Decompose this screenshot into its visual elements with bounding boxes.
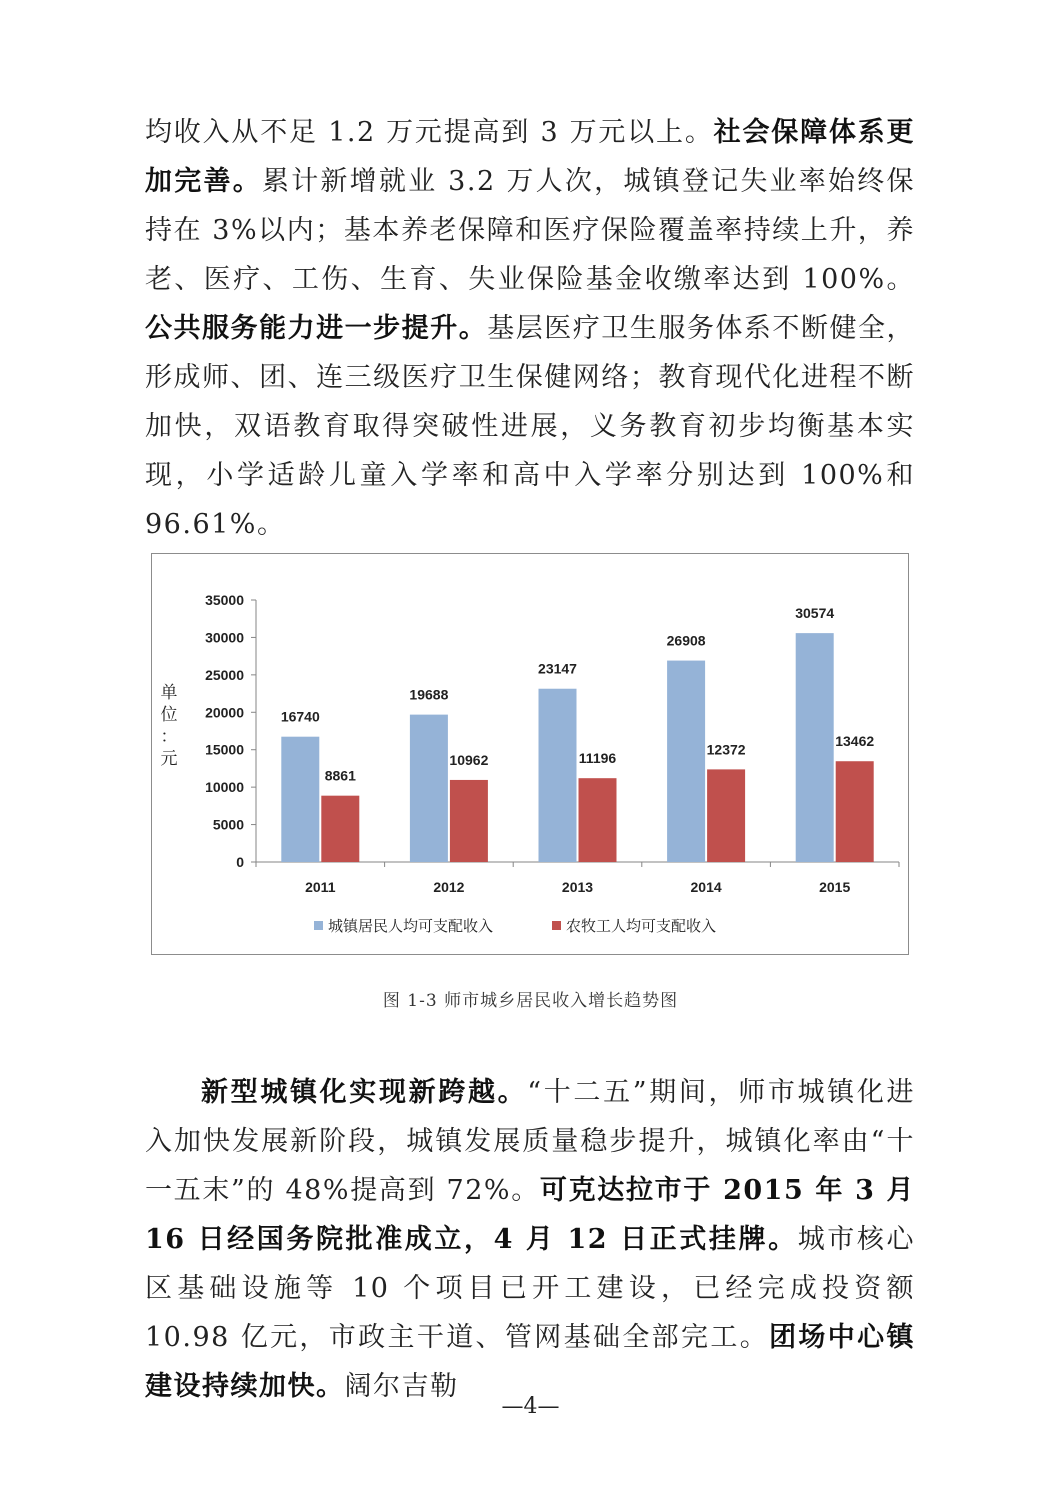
text-segment: 均收入从不足 1.2 万元提高到 3 万元以上。 xyxy=(145,117,714,148)
y-tick-label: 35000 xyxy=(205,592,244,608)
bar-data-label: 26908 xyxy=(666,632,706,649)
legend-swatch xyxy=(552,921,561,930)
bar xyxy=(579,778,617,862)
y-axis-label-char: 元 xyxy=(160,749,178,768)
y-tick-label: 15000 xyxy=(205,741,244,758)
bar-data-label: 30574 xyxy=(795,605,835,622)
x-tick-label: 2014 xyxy=(690,879,722,895)
y-axis-label xyxy=(161,683,178,768)
y-axis-label-char: ： xyxy=(160,727,178,746)
bar xyxy=(410,715,448,862)
y-tick-label: 25000 xyxy=(205,666,244,683)
income-bar-chart xyxy=(152,554,907,953)
y-axis-label-char: 位 xyxy=(160,705,178,724)
bar xyxy=(281,737,319,862)
text-segment: “十二五”期间，师市城镇化进入加快发展新阶段，城镇发展质量稳步提升，城镇化率由“十一五末”的 48%提高到 72%。 xyxy=(145,1077,916,1206)
chart-legend xyxy=(314,917,716,935)
paragraph-social-security xyxy=(145,108,915,549)
legend-label: 农牧工人均可支配收入 xyxy=(566,918,717,935)
bar xyxy=(450,780,488,862)
bold-heading-social-security: 社会保障体系更加完善。 xyxy=(145,117,915,197)
figure-caption: 图 1-3 师市城乡居民收入增长趋势图 xyxy=(382,991,679,1011)
bar-data-label: 11196 xyxy=(578,750,617,767)
bar-data-label: 23147 xyxy=(538,660,577,677)
y-tick-label: 5000 xyxy=(212,816,244,833)
legend-label: 城镇居民人均可支配收入 xyxy=(328,918,494,935)
bar-data-label: 10962 xyxy=(449,751,489,768)
bold-heading-town-construction: 团场中心镇建设持续加快。 xyxy=(145,1322,915,1402)
bar xyxy=(796,633,834,862)
text-segment: 阔尔吉勒 xyxy=(344,1371,459,1402)
paragraph-urbanization xyxy=(145,1068,915,1411)
bold-heading-urbanization: 新型城镇化实现新跨越。 xyxy=(201,1077,528,1108)
legend-swatch xyxy=(314,921,323,930)
x-axis xyxy=(256,862,899,895)
x-tick-label: 2015 xyxy=(819,879,851,895)
x-tick-label: 2012 xyxy=(433,879,465,895)
y-tick-label: 30000 xyxy=(205,629,244,646)
text-segment: 城市核心区基础设施等 10 个项目已开工建设，已经完成投资额 10.98 亿元，市政主干道、管网基础全部完工。 xyxy=(145,1224,915,1353)
y-tick-label: 0 xyxy=(236,854,244,870)
bar xyxy=(321,796,359,862)
y-tick-label: 10000 xyxy=(205,779,244,796)
text-segment: 基层医疗卫生服务体系不断健全，形成师、团、连三级医疗卫生保健网络；教育现代化进程不断加快，双语教育取得突破性进展，义务教育初步均衡基本实现，小学适龄儿童入学率和高中入学率分别达到 100%和 96.61%。 xyxy=(145,313,916,540)
chart-container xyxy=(151,553,909,955)
y-axis-label-char: 单 xyxy=(160,683,178,702)
bar-data-label: 19688 xyxy=(409,686,449,703)
bar xyxy=(539,689,577,862)
bar-data-label: 13462 xyxy=(835,733,875,750)
bar xyxy=(667,661,705,862)
bar-series xyxy=(281,605,875,862)
x-tick-label: 2013 xyxy=(561,879,594,895)
y-axis xyxy=(205,592,256,870)
bold-heading-public-services: 公共服务能力进一步提升。 xyxy=(145,313,488,344)
bar xyxy=(836,761,874,862)
bar-data-label: 12372 xyxy=(706,741,746,758)
x-tick-label: 2011 xyxy=(305,879,336,895)
bar xyxy=(707,769,745,862)
page-number: —4— xyxy=(501,1394,560,1419)
bold-statement-kokdala: 可克达拉市于 2015 年 3 月 16 日经国务院批准成立，4 月 12 日正式挂牌。 xyxy=(145,1175,915,1255)
bar-data-label: 16740 xyxy=(280,708,320,725)
text-segment: 累计新增就业 3.2 万人次，城镇登记失业率始终保持在 3%以内；基本养老保障和医疗保险覆盖率持续上升，养老、医疗、工伤、生育、失业保险基金收缴率达到 100%。 xyxy=(145,166,916,295)
bar-data-label: 8861 xyxy=(324,767,356,784)
y-tick-label: 20000 xyxy=(205,704,244,721)
